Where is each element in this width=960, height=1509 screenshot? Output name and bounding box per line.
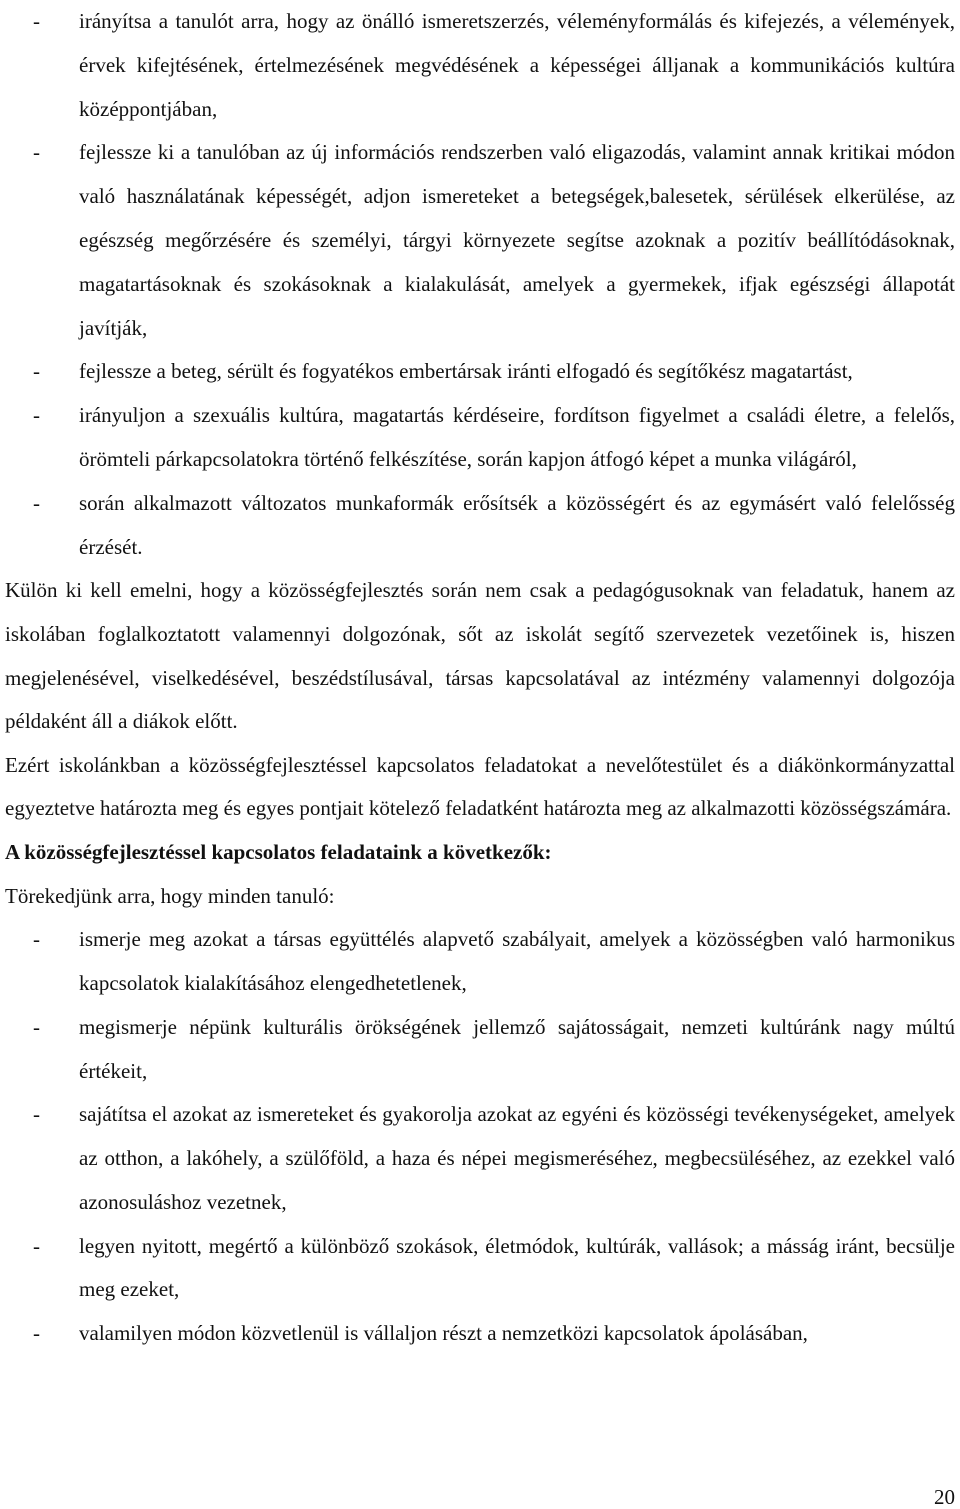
list-item [5,918,955,1006]
list-item-text: irányítsa a tanulót arra, hogy az önálló ismeretszerzés, véleményformálás és kifejezés, a vélemények, érvek kifejtésének, értelmezésének megvédésének a képességei álljanak a kommunikációs kultúra középpontjában, [79,9,955,121]
list-item-text: irányuljon a szexuális kultúra, magatartás kérdéseire, fordítson figyelmet a családi életre, a felelős, örömteli párkapcsolatokra történő felkészítése, során kapjon átfogó képet a munka világáról, [79,403,955,471]
list-item [5,394,955,482]
list-item [5,1006,955,1094]
bullet-dash: - [33,1321,40,1346]
bullet-dash: - [33,403,40,428]
body-paragraph: Ezért iskolánkban a közösségfejlesztéssel kapcsolatos feladatokat a nevelőtestület és a diákönkormányzattal egyeztetve határozta meg és egyes pontjait kötelező feladatként határozta meg az alkalmazotti közösségszámára. [5,752,955,821]
continued-bullet-list [5,0,955,569]
bullet-dash: - [33,1102,40,1127]
list-item [5,482,955,570]
list-item [5,0,955,131]
list-item [5,1225,955,1313]
body-paragraph: Külön ki kell emelni, hogy a közösségfejlesztés során nem csak a pedagógusoknak van feladatuk, hanem az iskolában foglalkoztatott valamennyi dolgozónak, sőt az iskolát segítő szervezetek vezetőinek is, hiszen megjelenésével, viselkedésével, beszédstílusával, társas kapcsolatával az intézmény valamennyi dolgozója példaként áll a diákok előtt. [5,578,955,734]
list-item [5,1312,955,1356]
list-item-text: legyen nyitott, megértő a különböző szokások, életmódok, kultúrák, vallások; a másság iránt, becsülje meg ezeket, [79,1233,955,1302]
list-item-text: megismerje népünk kulturális örökségének jellemző sajátosságait, nemzeti kultúránk nagy múltú értékeit, [79,1014,955,1083]
list-item-text: fejlessze a beteg, sérült és fogyatékos embertársak iránti elfogadó és segítőkész magatartást, [79,359,853,384]
task-bullet-list [5,918,955,1356]
bullet-dash: - [33,927,40,952]
list-intro: Törekedjünk arra, hogy minden tanuló: [5,883,335,908]
list-item-text: sajátítsa el azokat az ismereteket és gyakorolja azokat az egyéni és közösségi tevékenységeket, amelyek az otthon, a lakóhely, a szülőföld, a haza és népei megismeréséhez, megbecsüléséhez, az ezekkel való azonosuláshoz vezetnek, [79,1102,955,1214]
list-item-text: fejlessze ki a tanulóban az új információs rendszerben való eligazodás, valamint annak kritikai módon való használatának képességét, adjon ismereteket a betegségek,balesetek, sérülések elkerülése, az egészség megőrzésére és személyi, tárgyi környezete segítse azoknak a pozitív beállítódásoknak, magatartásoknak és szokásoknak a kialakulását, amelyek a gyermekek, ifjak egészségi állapotát javítják, [79,140,955,340]
bullet-dash: - [33,490,40,515]
bullet-dash: - [33,140,40,165]
bullet-dash: - [33,9,40,33]
list-item [5,350,955,394]
list-item [5,131,955,350]
list-item-text: során alkalmazott változatos munkaformák erősítsék a közösségért és az egymásért való felelősség érzését. [79,490,955,559]
list-item-text: valamilyen módon közvetlenül is vállaljon részt a nemzetközi kapcsolatok ápolásában, [79,1321,808,1346]
page-number: 20 [934,1485,955,1509]
page-content [5,0,955,1356]
bullet-dash: - [33,1014,40,1039]
list-item [5,1093,955,1224]
bullet-dash: - [33,1233,40,1258]
list-item-text: ismerje meg azokat a társas együttélés alapvető szabályait, amelyek a közösségben való harmonikus kapcsolatok kialakításához elengedhetetlenek, [79,927,955,995]
bullet-dash: - [33,359,40,384]
section-heading: A közösségfejlesztéssel kapcsolatos feladataink a következők: [5,839,552,864]
